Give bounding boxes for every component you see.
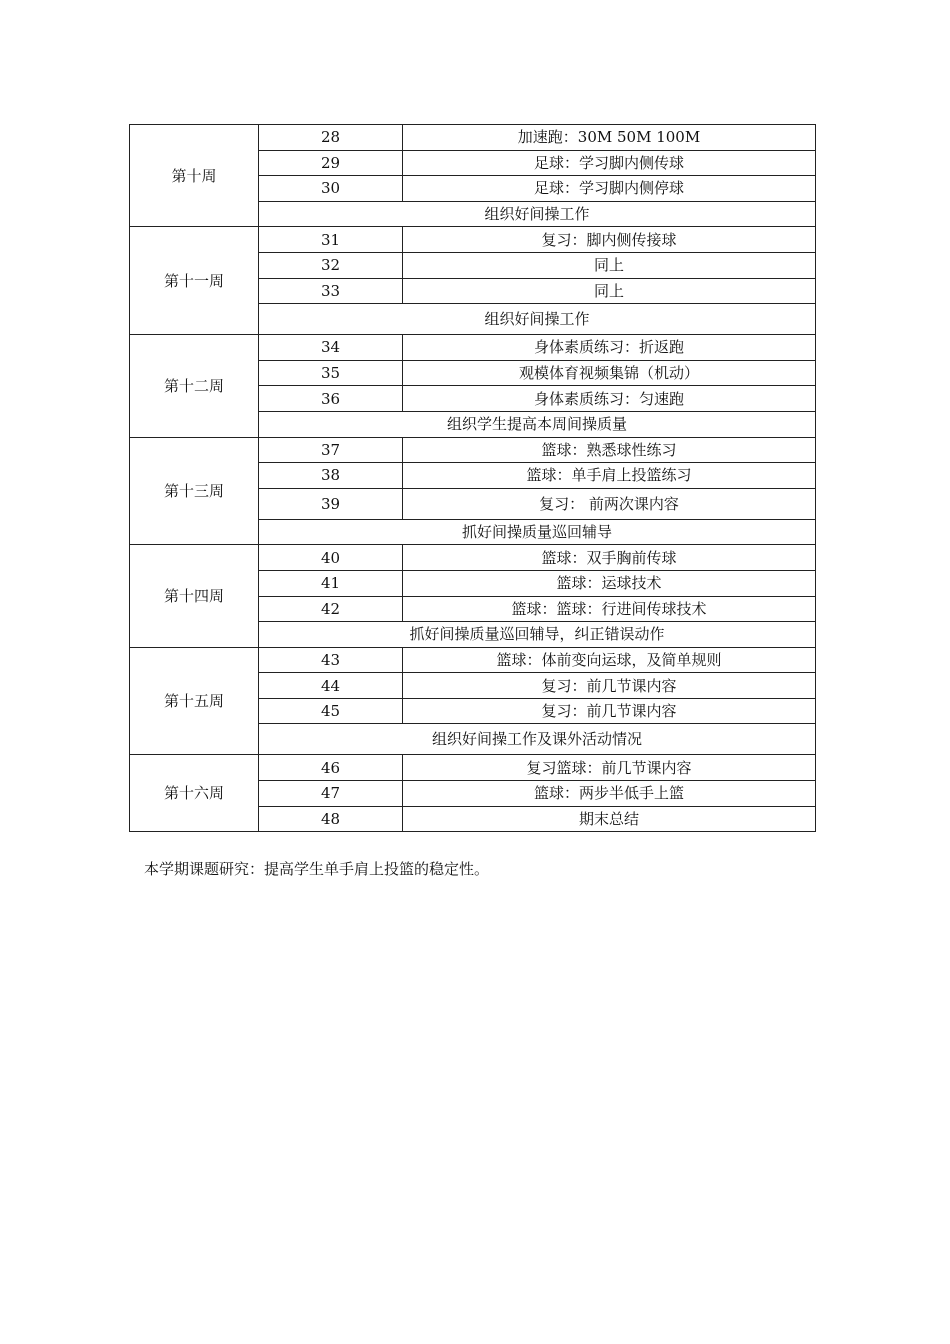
- lesson-number: 47: [259, 781, 403, 807]
- week-note: 组织好间操工作: [259, 201, 816, 227]
- lesson-content: 复习： 前两次课内容: [403, 488, 816, 519]
- lesson-content: 篮球：两步半低手上篮: [403, 781, 816, 807]
- lesson-content: 篮球：篮球：行进间传球技术: [403, 596, 816, 622]
- table-row: [130, 755, 816, 781]
- lesson-number: 36: [259, 386, 403, 412]
- week-label: 第十六周: [130, 755, 259, 832]
- lesson-content: 篮球：运球技术: [403, 570, 816, 596]
- week-label: 第十一周: [130, 227, 259, 335]
- week-note: 组织好间操工作及课外活动情况: [259, 724, 816, 755]
- lesson-content: 复习：前几节课内容: [403, 673, 816, 699]
- lesson-content: 身体素质练习：匀速跑: [403, 386, 816, 412]
- lesson-number: 34: [259, 335, 403, 361]
- week-note: 组织学生提高本周间操质量: [259, 411, 816, 437]
- lesson-number: 45: [259, 698, 403, 724]
- lesson-content: 复习：前几节课内容: [403, 698, 816, 724]
- lesson-number: 35: [259, 360, 403, 386]
- table-row: [130, 545, 816, 571]
- table-row: [130, 437, 816, 463]
- lesson-number: 37: [259, 437, 403, 463]
- week-label: 第十周: [130, 125, 259, 227]
- lesson-content: 篮球：双手胸前传球: [403, 545, 816, 571]
- lesson-number: 48: [259, 806, 403, 832]
- lesson-number: 42: [259, 596, 403, 622]
- lesson-content: 同上: [403, 278, 816, 304]
- lesson-content: 期末总结: [403, 806, 816, 832]
- lesson-number: 32: [259, 252, 403, 278]
- research-note: 本学期课题研究：提高学生单手肩上投篮的稳定性。: [144, 860, 490, 878]
- table-row: [130, 647, 816, 673]
- week-note: 组织好间操工作: [259, 304, 816, 335]
- week-label: 第十四周: [130, 545, 259, 647]
- lesson-number: 43: [259, 647, 403, 673]
- table-row: [130, 227, 816, 253]
- lesson-content: 足球：学习脚内侧传球: [403, 150, 816, 176]
- lesson-number: 31: [259, 227, 403, 253]
- lesson-number: 40: [259, 545, 403, 571]
- lesson-number: 28: [259, 125, 403, 151]
- lesson-number: 33: [259, 278, 403, 304]
- lesson-number: 29: [259, 150, 403, 176]
- lesson-content: 复习：脚内侧传接球: [403, 227, 816, 253]
- lesson-content: 复习篮球：前几节课内容: [403, 755, 816, 781]
- lesson-number: 44: [259, 673, 403, 699]
- table-row: [130, 125, 816, 151]
- lesson-number: 38: [259, 463, 403, 489]
- week-label: 第十二周: [130, 335, 259, 437]
- lesson-content: 观模体育视频集锦（机动）: [403, 360, 816, 386]
- week-note: 抓好间操质量巡回辅导: [259, 519, 816, 545]
- lesson-number: 41: [259, 570, 403, 596]
- lesson-number: 46: [259, 755, 403, 781]
- week-label: 第十三周: [130, 437, 259, 545]
- lesson-content: 篮球：体前变向运球，及简单规则: [403, 647, 816, 673]
- lesson-content: 同上: [403, 252, 816, 278]
- lesson-content: 加速跑：30M 50M 100M: [403, 125, 816, 151]
- table-row: [130, 335, 816, 361]
- schedule-table: [129, 124, 816, 832]
- lesson-number: 30: [259, 176, 403, 202]
- lesson-number: 39: [259, 488, 403, 519]
- lesson-content: 篮球：单手肩上投篮练习: [403, 463, 816, 489]
- lesson-content: 足球：学习脚内侧停球: [403, 176, 816, 202]
- week-label: 第十五周: [130, 647, 259, 755]
- lesson-content: 身体素质练习：折返跑: [403, 335, 816, 361]
- week-note: 抓好间操质量巡回辅导，纠正错误动作: [259, 622, 816, 648]
- lesson-content: 篮球：熟悉球性练习: [403, 437, 816, 463]
